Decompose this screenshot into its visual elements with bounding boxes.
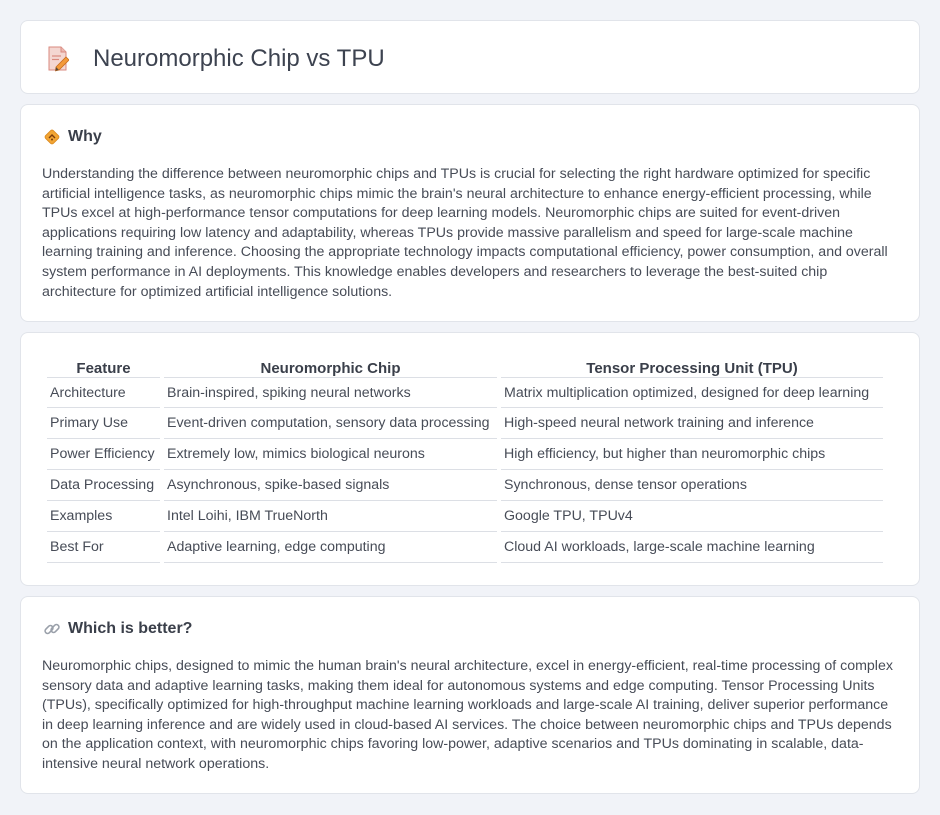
table-cell: Brain-inspired, spiking neural networks <box>164 377 497 408</box>
better-heading-label: Which is better? <box>68 620 193 637</box>
better-text: Neuromorphic chips, designed to mimic the human brain's neural architecture, excel in energy-efficient, real-time processing of complex sensory data and adaptive learning tasks, making them ideal for autonomous systems and edge computing. Tensor Processing Units (TPUs), specifically optimized for high-throughput machine learning workloads and large-scale AI training, deliver superior performance in deep learning inference and are widely used in cloud-based AI services. The choice between neuromorphic chips and TPUs depends on the application context, with neuromorphic chips favoring low-power, adaptive scenarios and TPUs dominating in scalable, data-intensive neural network operations. <box>42 658 893 772</box>
document-pencil-icon <box>47 46 69 72</box>
table-cell: Event-driven computation, sensory data processing <box>164 408 497 439</box>
table-row <box>47 532 883 563</box>
why-heading <box>43 127 102 147</box>
table-cell: Synchronous, dense tensor operations <box>501 470 883 501</box>
page-title: Neuromorphic Chip vs TPU <box>93 45 385 72</box>
table-cell: Asynchronous, spike-based signals <box>164 470 497 501</box>
which-is-better-section <box>20 596 920 794</box>
better-heading <box>43 619 192 639</box>
table-header-row <box>47 355 883 377</box>
table-cell: Google TPU, TPUv4 <box>501 501 883 532</box>
table-cell: Cloud AI workloads, large-scale machine learning <box>501 532 883 563</box>
table-row <box>47 470 883 501</box>
table-cell: Best For <box>47 532 160 563</box>
why-heading-label: Why <box>68 128 102 145</box>
table-row <box>47 377 883 408</box>
table-cell: Examples <box>47 501 160 532</box>
table-cell: Architecture <box>47 377 160 408</box>
table-cell: Matrix multiplication optimized, designed for deep learning <box>501 377 883 408</box>
why-text: Understanding the difference between neuromorphic chips and TPUs is crucial for selecting the right hardware optimized for specific artificial intelligence tasks, as neuromorphic chips mimic the brain's neural architecture to enhance energy-efficient processing, while TPUs excel at high-performance tensor computations for deep learning models. Neuromorphic chips are suited for event-driven applications requiring low latency and adaptability, whereas TPUs provide massive parallelism and speed for large-scale machine learning training and inference. Choosing the appropriate technology impacts computational efficiency, power consumption, and overall system performance in AI deployments. This knowledge enables developers and researchers to leverage the best-suited chip architecture for optimized artificial intelligence solutions. <box>42 166 888 300</box>
table-cell: Power Efficiency <box>47 439 160 470</box>
column-header: Tensor Processing Unit (TPU) <box>586 360 798 377</box>
table-row <box>47 501 883 532</box>
comparison-section <box>20 332 920 586</box>
column-header: Feature <box>76 360 131 377</box>
comparison-table <box>43 355 887 563</box>
table-cell: Intel Loihi, IBM TrueNorth <box>164 501 497 532</box>
diamond-sign-icon <box>43 128 61 146</box>
table-cell: High efficiency, but higher than neuromorphic chips <box>501 439 883 470</box>
table-cell: Extremely low, mimics biological neurons <box>164 439 497 470</box>
why-section <box>20 104 920 322</box>
column-header: Neuromorphic Chip <box>260 360 401 377</box>
title-card <box>20 20 920 94</box>
table-cell: Adaptive learning, edge computing <box>164 532 497 563</box>
link-icon <box>43 620 61 638</box>
table-cell: Primary Use <box>47 408 160 439</box>
table-row <box>47 408 883 439</box>
table-cell: Data Processing <box>47 470 160 501</box>
table-row <box>47 439 883 470</box>
table-cell: High-speed neural network training and inference <box>501 408 883 439</box>
